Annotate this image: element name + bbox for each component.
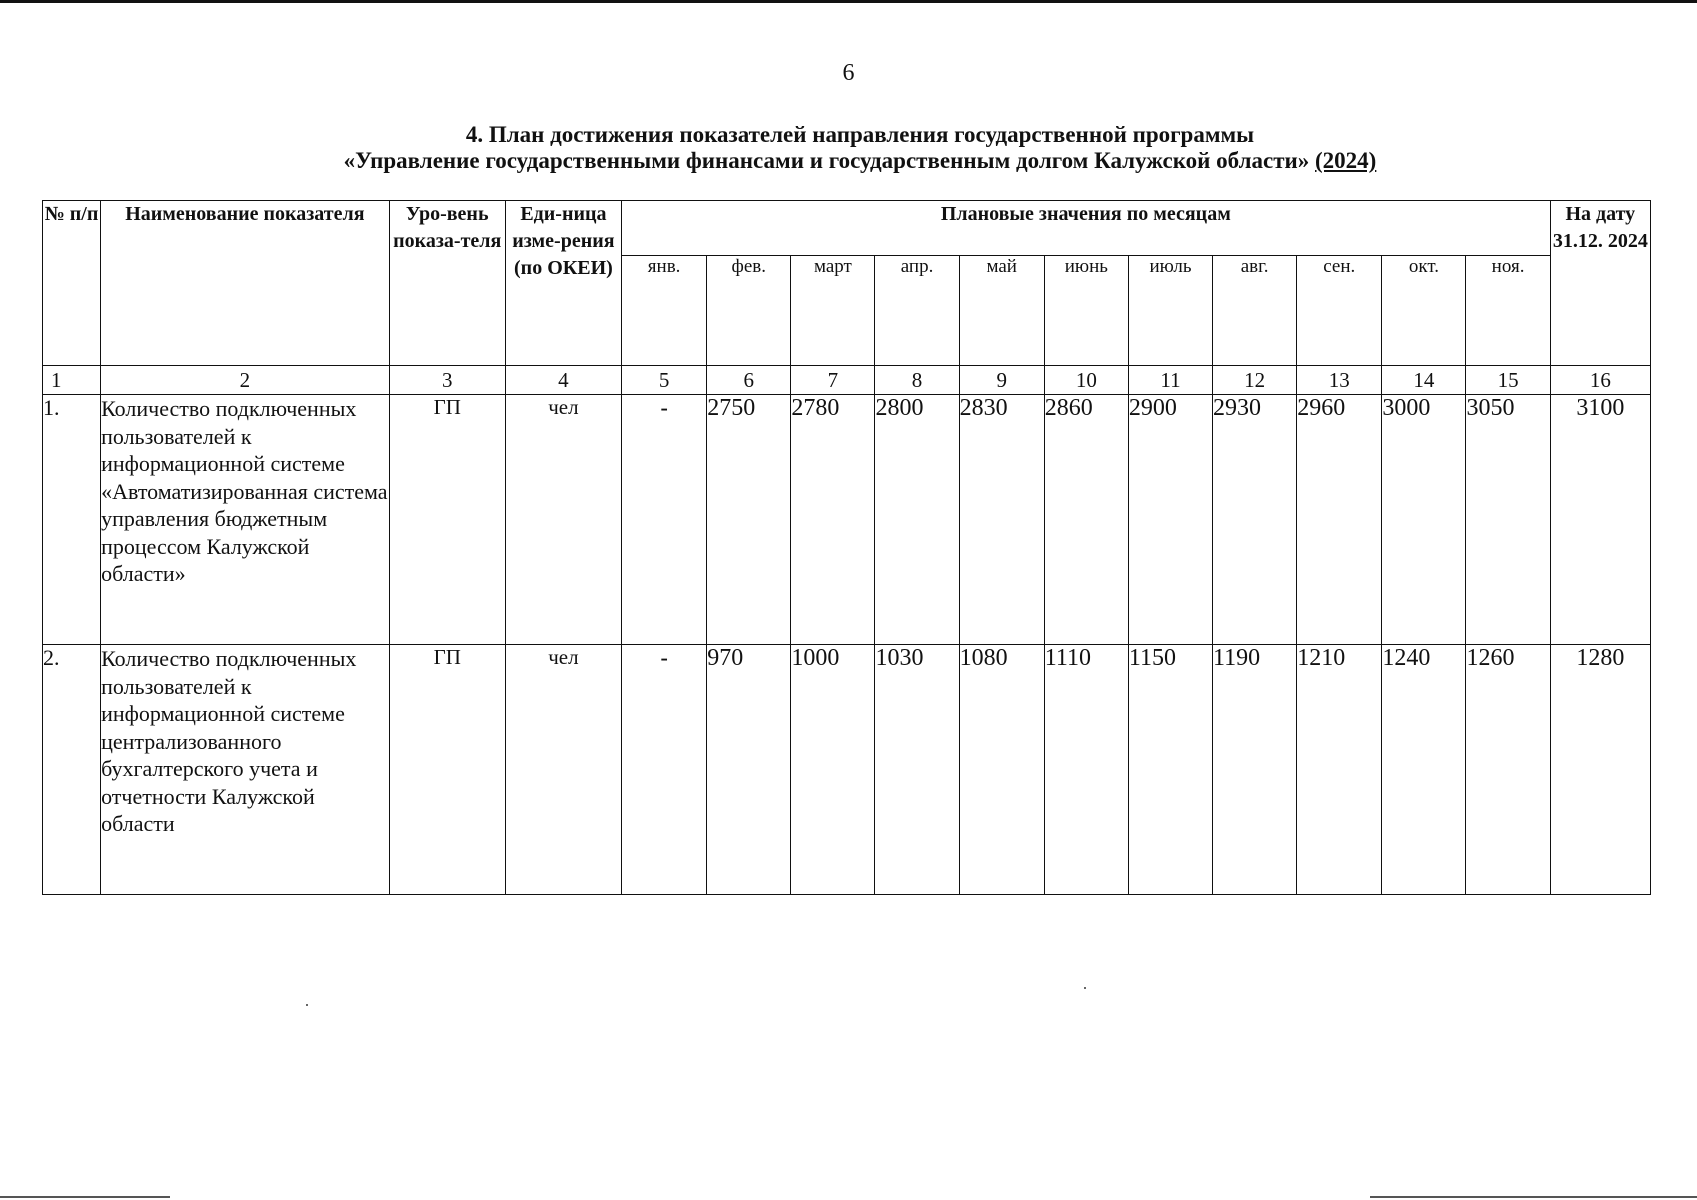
- column-number: 12: [1213, 366, 1297, 395]
- table-row: [43, 645, 1651, 895]
- month-header: сен.: [1297, 256, 1382, 366]
- month-value: 1190: [1213, 645, 1297, 895]
- month-value: 1080: [959, 645, 1044, 895]
- month-header: июль: [1128, 256, 1212, 366]
- month-header: июнь: [1044, 256, 1128, 366]
- month-value-jan: -: [622, 645, 707, 895]
- column-number: 5: [622, 366, 707, 395]
- month-value: 2800: [875, 395, 959, 645]
- column-number: 4: [505, 366, 621, 395]
- row-number: 1.: [43, 395, 101, 645]
- month-value: 2750: [707, 395, 791, 645]
- column-number: 3: [389, 366, 505, 395]
- month-value: 1260: [1466, 645, 1550, 895]
- page-number: 6: [842, 60, 855, 86]
- column-number: 7: [791, 366, 875, 395]
- indicator-name: Количество подключенных пользователей к информационной системе «Автоматизированная система управления бюджетным процессом Калужской области»: [101, 395, 390, 645]
- month-value: 2930: [1213, 395, 1297, 645]
- header-plan-values: Плановые значения по месяцам: [622, 201, 1551, 256]
- title-line-2-text: «Управление государственными финансами и государственным долгом Калужской области»: [343, 148, 1310, 173]
- indicator-name: Количество подключенных пользователей к информационной системе централизованного бухгалтерского учета и отчетности Калужской области: [101, 645, 390, 895]
- month-header: май: [959, 256, 1044, 366]
- header-num: № п/п: [43, 201, 101, 366]
- month-value: 1030: [875, 645, 959, 895]
- header-name: Наименование показателя: [101, 201, 390, 366]
- month-value: 1110: [1044, 645, 1128, 895]
- month-value: 1240: [1382, 645, 1466, 895]
- row-number: 2.: [43, 645, 101, 895]
- indicator-unit: чел: [505, 395, 621, 645]
- column-number: 14: [1382, 366, 1466, 395]
- column-number: 9: [959, 366, 1044, 395]
- column-number: 2: [101, 366, 390, 395]
- month-header: окт.: [1382, 256, 1466, 366]
- column-number: 6: [707, 366, 791, 395]
- month-header: ноя.: [1466, 256, 1550, 366]
- column-number: 1: [43, 366, 101, 395]
- table-row: [43, 395, 1651, 645]
- final-value: 3100: [1550, 395, 1650, 645]
- header-unit: Еди-ница изме-рения (по ОКЕИ): [505, 201, 621, 366]
- column-number: 10: [1044, 366, 1128, 395]
- column-number: 8: [875, 366, 959, 395]
- month-value-jan: -: [622, 395, 707, 645]
- scan-speck: [306, 1004, 308, 1006]
- month-header: фев.: [707, 256, 791, 366]
- header-row-1: [43, 201, 1651, 256]
- month-value: 2860: [1044, 395, 1128, 645]
- month-header: март: [791, 256, 875, 366]
- indicator-level: ГП: [389, 645, 505, 895]
- column-number: 11: [1128, 366, 1212, 395]
- column-number: 15: [1466, 366, 1550, 395]
- final-value: 1280: [1550, 645, 1650, 895]
- title-year: (2024): [1315, 148, 1377, 173]
- month-header: авг.: [1213, 256, 1297, 366]
- scan-speck: [1084, 987, 1086, 989]
- bottom-border-right: [1370, 1196, 1697, 1198]
- month-value: 3000: [1382, 395, 1466, 645]
- header-final: На дату 31.12. 2024: [1550, 201, 1650, 366]
- month-value: 2900: [1128, 395, 1212, 645]
- bottom-border-left: [0, 1196, 170, 1198]
- month-value: 1150: [1128, 645, 1212, 895]
- month-value: 2960: [1297, 395, 1382, 645]
- top-border: [0, 0, 1697, 3]
- month-value: 3050: [1466, 395, 1550, 645]
- column-numbers-row: [43, 366, 1651, 395]
- column-number: 13: [1297, 366, 1382, 395]
- month-header: янв.: [622, 256, 707, 366]
- month-value: 1210: [1297, 645, 1382, 895]
- header-level: Уро-вень показа-теля: [389, 201, 505, 366]
- document-title: [0, 122, 1697, 174]
- title-line-1: 4. План достижения показателей направления государственной программы: [465, 122, 1255, 147]
- indicators-plan-table: [42, 200, 1651, 895]
- indicator-level: ГП: [389, 395, 505, 645]
- month-value: 1000: [791, 645, 875, 895]
- month-value: 970: [707, 645, 791, 895]
- indicator-unit: чел: [505, 645, 621, 895]
- month-value: 2780: [791, 395, 875, 645]
- column-number: 16: [1550, 366, 1650, 395]
- title-line-2: [0, 148, 1697, 174]
- month-header: апр.: [875, 256, 959, 366]
- month-value: 2830: [959, 395, 1044, 645]
